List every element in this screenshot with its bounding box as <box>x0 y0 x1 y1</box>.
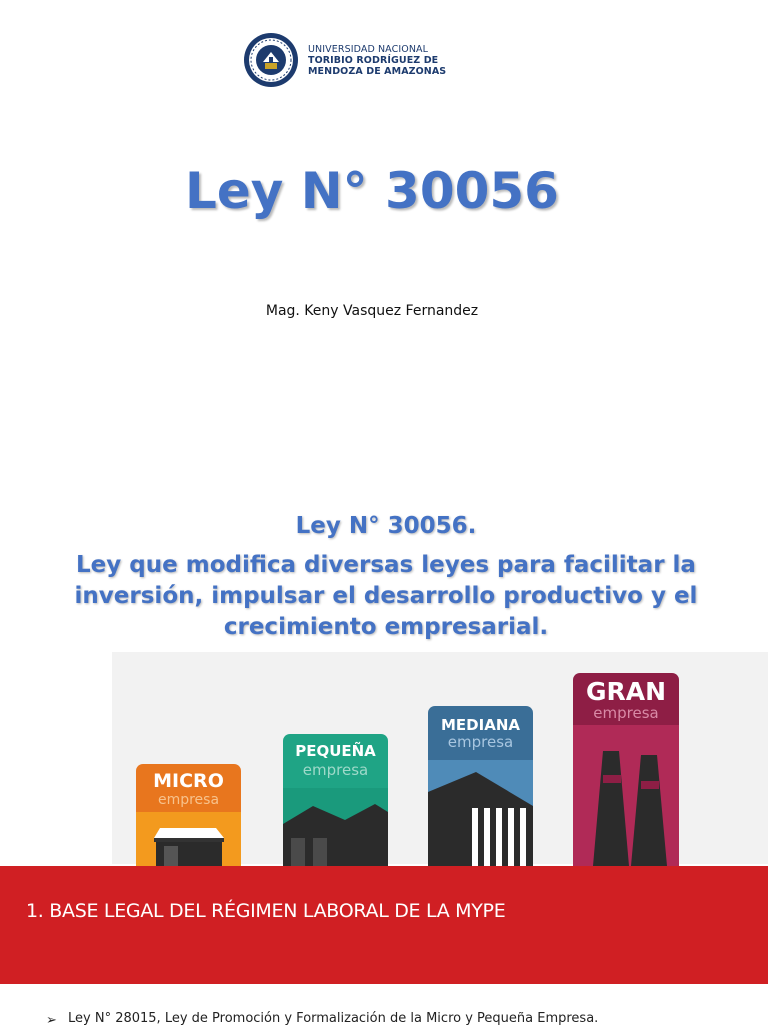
section-title: 1. BASE LEGAL DEL RÉGIMEN LABORAL DE LA MYPE <box>26 900 506 922</box>
shop-icon <box>136 812 241 866</box>
micro-card-subword: empresa <box>157 792 220 808</box>
factory-icon <box>573 725 679 866</box>
university-name-line3: MENDOZA DE AMAZONAS <box>308 66 447 77</box>
law-subtitle-line4: crecimiento empresarial. <box>223 614 549 640</box>
university-seal-icon <box>243 32 299 88</box>
large-card-word: GRAN <box>585 677 667 706</box>
author-name: Mag. Keny Vasquez Fernandez <box>265 303 479 319</box>
slide-title: Ley N° 30056 <box>185 162 559 220</box>
micro-company-card <box>136 764 241 866</box>
bullet-text: Ley N° 28015, Ley de Promoción y Formalización de la Micro y Pequeña Empresa. <box>68 1011 599 1026</box>
large-company-card <box>573 673 679 866</box>
university-name-line1: UNIVERSIDAD NACIONAL <box>308 44 429 55</box>
medium-company-card <box>428 706 533 866</box>
law-subtitle-line2: Ley que modifica diversas leyes para facilitar la <box>76 552 696 578</box>
medium-card-word: MEDIANA <box>441 716 520 734</box>
university-name-line2: TORIBIO RODRÍGUEZ DE <box>308 55 439 66</box>
small-card-subword: empresa <box>302 761 369 779</box>
micro-card-word: MICRO <box>153 770 224 792</box>
section-header-band <box>0 866 768 984</box>
law-subtitle-line3: inversión, impulsar el desarrollo productivo y el <box>74 583 698 609</box>
warehouse-icon <box>283 788 388 866</box>
small-company-card <box>283 734 388 866</box>
small-card-word: PEQUEÑA <box>295 742 376 760</box>
medium-card-subword: empresa <box>447 733 514 751</box>
large-card-subword: empresa <box>593 704 659 722</box>
arrow-bullet-icon: ➢ <box>46 1012 57 1027</box>
office-building-icon <box>428 760 533 866</box>
law-subtitle-line1: Ley N° 30056. <box>295 513 477 539</box>
